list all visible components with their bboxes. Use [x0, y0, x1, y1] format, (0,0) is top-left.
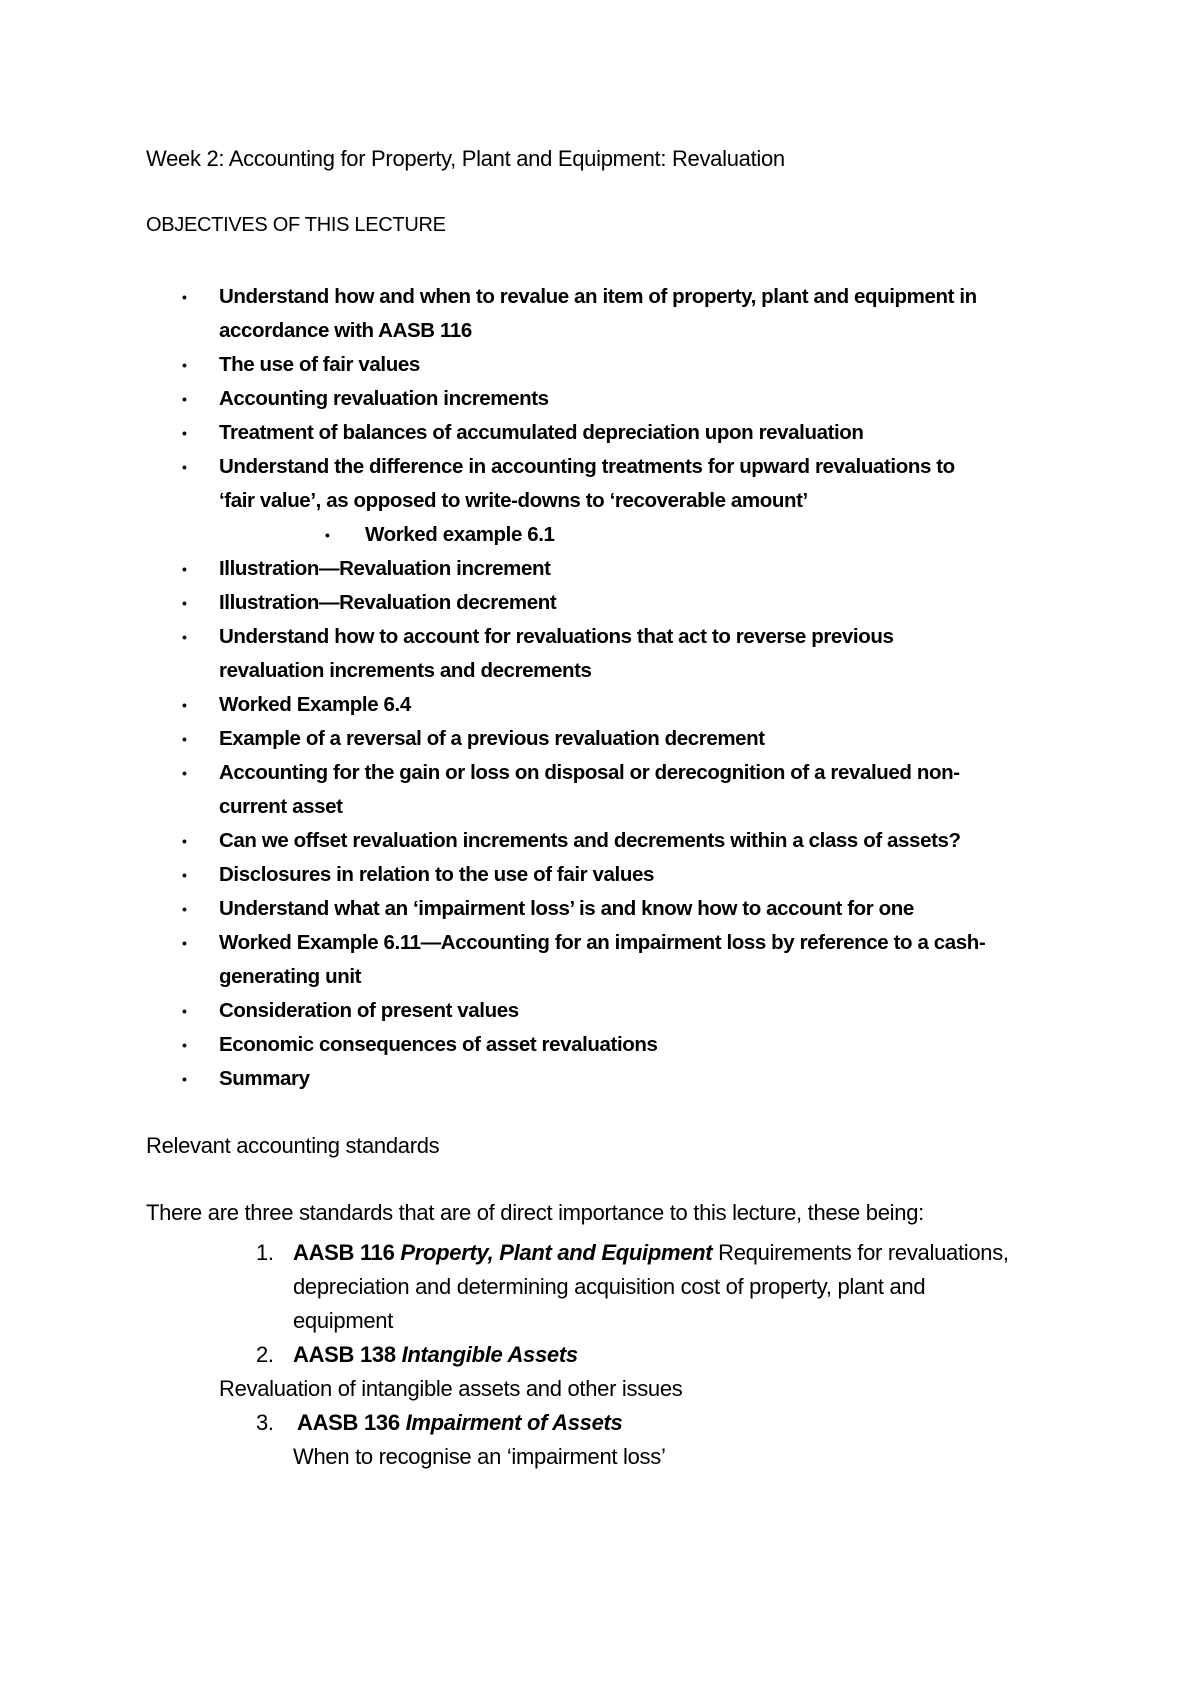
standard-code: AASB 136	[297, 1410, 400, 1435]
objective-item	[0, 586, 1200, 620]
standard-body	[293, 1338, 1073, 1372]
bullet-icon: •	[182, 459, 187, 475]
objective-text	[219, 994, 1089, 1028]
objective-line: Worked Example 6.11—Accounting for an impairment loss by reference to a cash-	[219, 931, 986, 954]
objective-item	[0, 722, 1200, 756]
objective-item	[0, 348, 1200, 382]
objective-text	[219, 280, 1089, 348]
standards-heading: Relevant accounting standards	[146, 1133, 440, 1158]
objective-line: Accounting revaluation increments	[219, 387, 549, 410]
bullet-icon: •	[182, 731, 187, 747]
objective-line: Understand what an ‘impairment loss’ is and know how to account for one	[219, 897, 914, 920]
objective-text	[219, 892, 1089, 926]
standard-note: When to recognise an ‘impairment loss’	[293, 1444, 666, 1469]
objective-text	[219, 552, 1089, 586]
objective-item	[0, 926, 1200, 994]
objective-item	[0, 824, 1200, 858]
bullet-icon: •	[182, 1037, 187, 1053]
objective-text	[219, 688, 1089, 722]
objective-text	[219, 348, 1089, 382]
objective-line: Can we offset revaluation increments and decrements within a class of assets?	[219, 829, 961, 852]
objective-item	[0, 1062, 1200, 1096]
objective-line: Illustration—Revaluation increment	[219, 557, 551, 580]
objective-item	[0, 688, 1200, 722]
standard-name: Intangible Assets	[401, 1342, 578, 1367]
objective-text	[219, 756, 1089, 824]
standard-name: Property, Plant and Equipment	[400, 1240, 713, 1265]
objective-line: Worked Example 6.4	[219, 693, 411, 716]
objective-line: Economic consequences of asset revaluations	[219, 1033, 658, 1056]
standard-desc-line: depreciation and determining acquisition cost of property, plant and	[293, 1274, 926, 1299]
standard-number: 3.	[256, 1410, 274, 1435]
objective-line: Consideration of present values	[219, 999, 519, 1022]
bullet-icon: •	[182, 697, 187, 713]
page-title: Week 2: Accounting for Property, Plant and Equipment: Revaluation	[146, 146, 785, 171]
objective-line: generating unit	[219, 965, 362, 988]
objective-line: Understand how and when to revalue an item of property, plant and equipment in	[219, 285, 977, 308]
objective-text	[219, 1028, 1089, 1062]
bullet-icon: •	[182, 833, 187, 849]
standard-name: Impairment of Assets	[405, 1410, 623, 1435]
standard-number: 1.	[256, 1240, 274, 1265]
objective-line: Treatment of balances of accumulated depreciation upon revaluation	[219, 421, 864, 444]
objective-item	[0, 1028, 1200, 1062]
standard-note: Revaluation of intangible assets and other issues	[219, 1376, 683, 1401]
bullet-icon: •	[182, 935, 187, 951]
bullet-icon: •	[182, 561, 187, 577]
standard-desc-line: Requirements for revaluations,	[718, 1240, 1009, 1265]
bullet-icon: •	[182, 357, 187, 373]
standard-code: AASB 138	[293, 1342, 396, 1367]
bullet-icon: •	[182, 867, 187, 883]
objective-line: Understand the difference in accounting treatments for upward revaluations to	[219, 455, 955, 478]
standards-intro: There are three standards that are of direct importance to this lecture, these being:	[146, 1200, 924, 1225]
objectives-heading: OBJECTIVES OF THIS LECTURE	[146, 214, 446, 236]
bullet-icon: •	[182, 629, 187, 645]
objective-item	[0, 858, 1200, 892]
bullet-icon: •	[182, 1003, 187, 1019]
objective-item	[0, 994, 1200, 1028]
bullet-icon: •	[182, 901, 187, 917]
standard-desc-line: equipment	[293, 1308, 394, 1333]
objective-line: ‘fair value’, as opposed to write-downs to ‘recoverable amount’	[219, 489, 808, 512]
objective-text	[219, 858, 1089, 892]
bullet-icon: •	[182, 425, 187, 441]
objective-item	[0, 280, 1200, 348]
objective-line: Accounting for the gain or loss on disposal or derecognition of a revalued non-	[219, 761, 960, 784]
objective-line: Disclosures in relation to the use of fair values	[219, 863, 654, 886]
objective-text	[219, 620, 1089, 688]
objective-line: Example of a reversal of a previous revaluation decrement	[219, 727, 765, 750]
objective-item	[0, 552, 1200, 586]
standard-body	[293, 1236, 1073, 1338]
objective-line: Understand how to account for revaluations that act to reverse previous	[219, 625, 894, 648]
objective-text	[219, 824, 1089, 858]
bullet-icon: •	[182, 391, 187, 407]
objective-line: revaluation increments and decrements	[219, 659, 592, 682]
objective-item	[0, 892, 1200, 926]
objective-text	[365, 518, 1200, 552]
objective-item	[0, 518, 1200, 552]
objective-item	[0, 382, 1200, 416]
objective-text	[219, 586, 1089, 620]
objective-line: current asset	[219, 795, 343, 818]
objective-text	[219, 450, 1089, 518]
bullet-icon: •	[182, 595, 187, 611]
objective-line: Summary	[219, 1067, 310, 1090]
standard-body	[297, 1406, 1077, 1440]
standard-number: 2.	[256, 1342, 274, 1367]
bullet-icon: •	[325, 527, 330, 543]
objective-item	[0, 620, 1200, 688]
bullet-icon: •	[182, 1071, 187, 1087]
objective-text	[219, 416, 1089, 450]
standard-line	[293, 1236, 1073, 1270]
objective-text	[219, 382, 1089, 416]
objective-line: Worked example 6.1	[365, 523, 555, 546]
objective-text	[219, 926, 1089, 994]
bullet-icon: •	[182, 765, 187, 781]
objective-text	[219, 1062, 1089, 1096]
objective-item	[0, 450, 1200, 518]
objective-line: Illustration—Revaluation decrement	[219, 591, 557, 614]
bullet-icon: •	[182, 289, 187, 305]
objective-text	[219, 722, 1089, 756]
standard-code: AASB 116	[293, 1240, 395, 1265]
objective-line: The use of fair values	[219, 353, 420, 376]
objective-line: accordance with AASB 116	[219, 319, 472, 342]
objective-item	[0, 756, 1200, 824]
objective-item	[0, 416, 1200, 450]
